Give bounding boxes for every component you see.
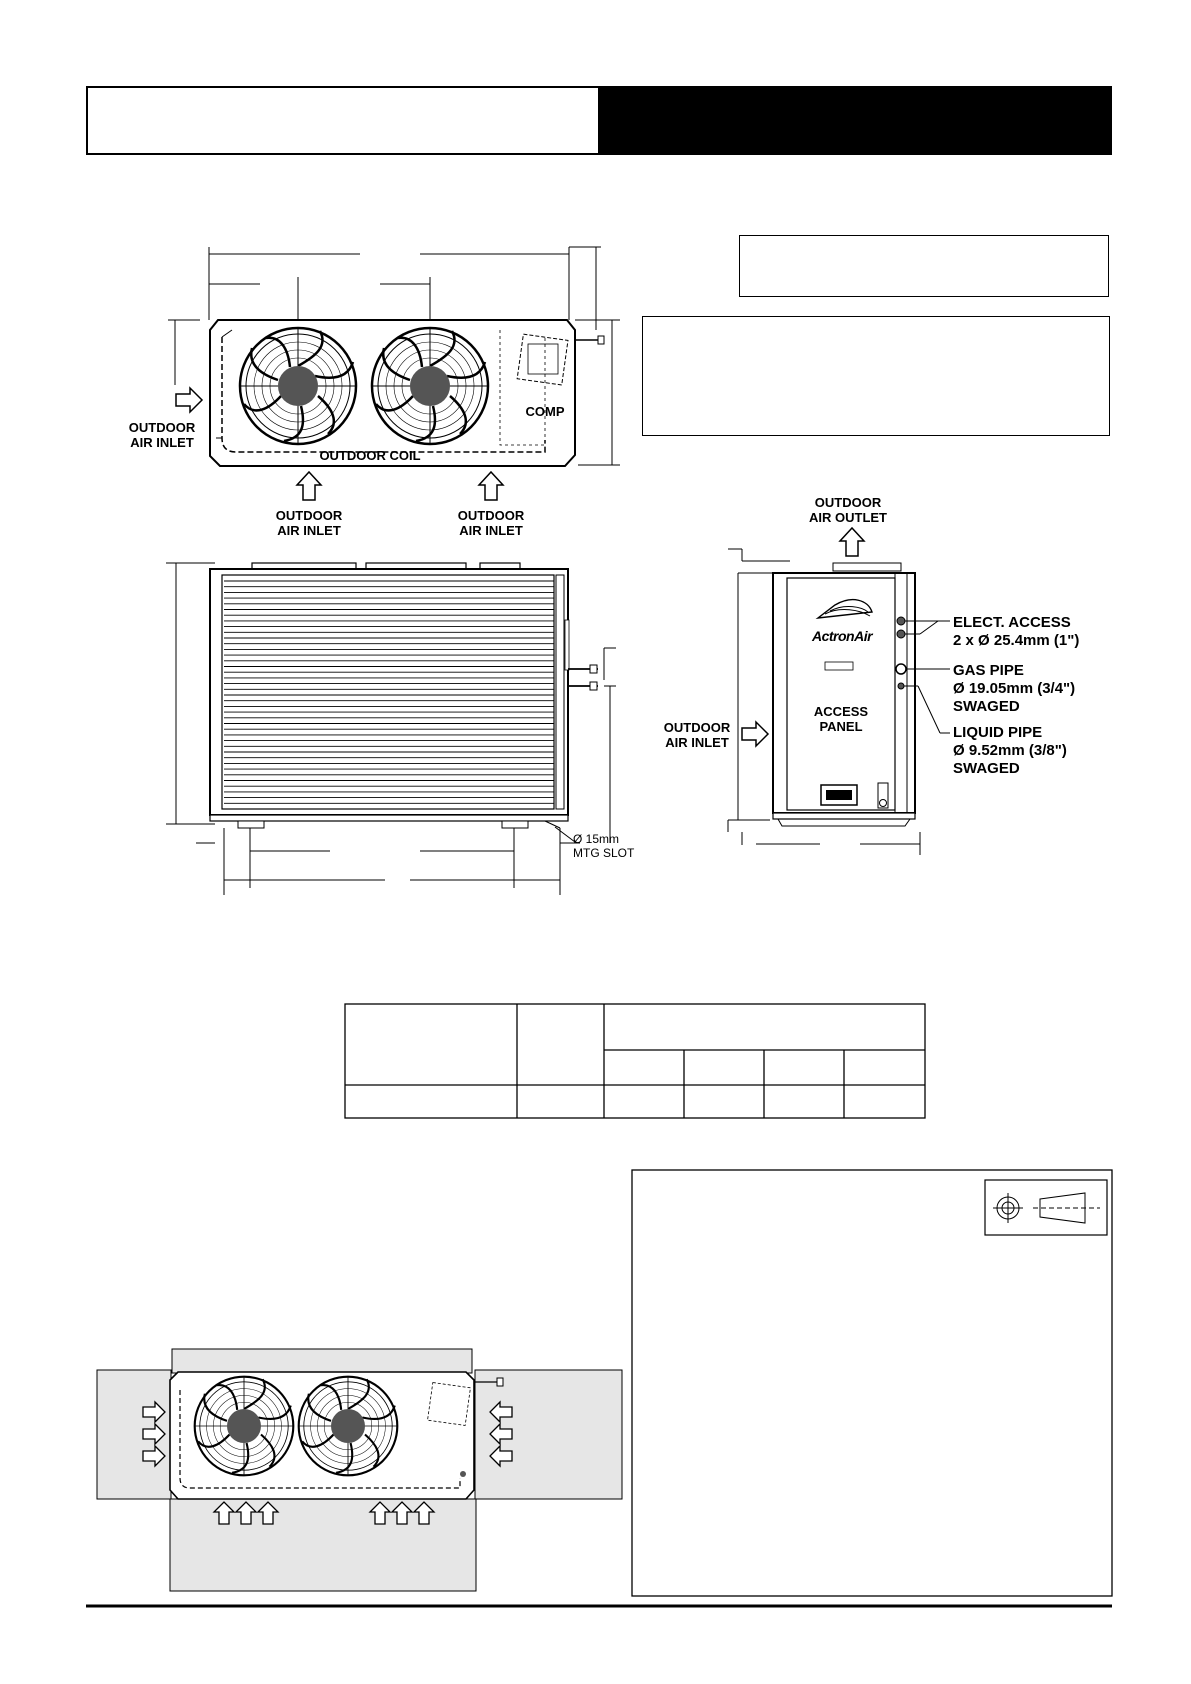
top-left-inlet-label: OUTDOOR AIR INLET [128,420,196,450]
callout-liquid-pipe: LIQUID PIPE Ø 9.52mm (3/8") SWAGED [953,724,1067,777]
arrow-right-icon [742,722,768,746]
fan-icon [195,1377,294,1476]
callout-elect-access: ELECT. ACCESS 2 x Ø 25.4mm (1") [953,614,1080,649]
arrow-up-icon [297,472,321,500]
callout-gas-pipe: GAS PIPE Ø 19.05mm (3/4") SWAGED [953,662,1076,715]
fan-icon [299,1377,398,1476]
side-outlet-label: OUTDOOR AIR OUTLET [809,495,887,525]
arrow-up-icon [479,472,503,500]
arrow-right-icon [176,388,202,412]
bottom-inlet-right-label: OUTDOOR AIR INLET [457,508,525,538]
mtg-slot-label: Ø 15mm MTG SLOT [573,832,635,860]
outdoor-coil-label: OUTDOOR COIL [319,448,421,463]
fan-icon [372,328,488,444]
access-panel-label: ACCESS PANEL [813,704,869,734]
arrow-up-icon [840,528,864,556]
comp-label: COMP [525,404,565,419]
bottom-inlet-left-label: OUTDOOR AIR INLET [275,508,343,538]
brand-logo-text: ActronAir [811,628,873,644]
side-inlet-label: OUTDOOR AIR INLET [663,720,731,750]
fan-icon [240,328,356,444]
